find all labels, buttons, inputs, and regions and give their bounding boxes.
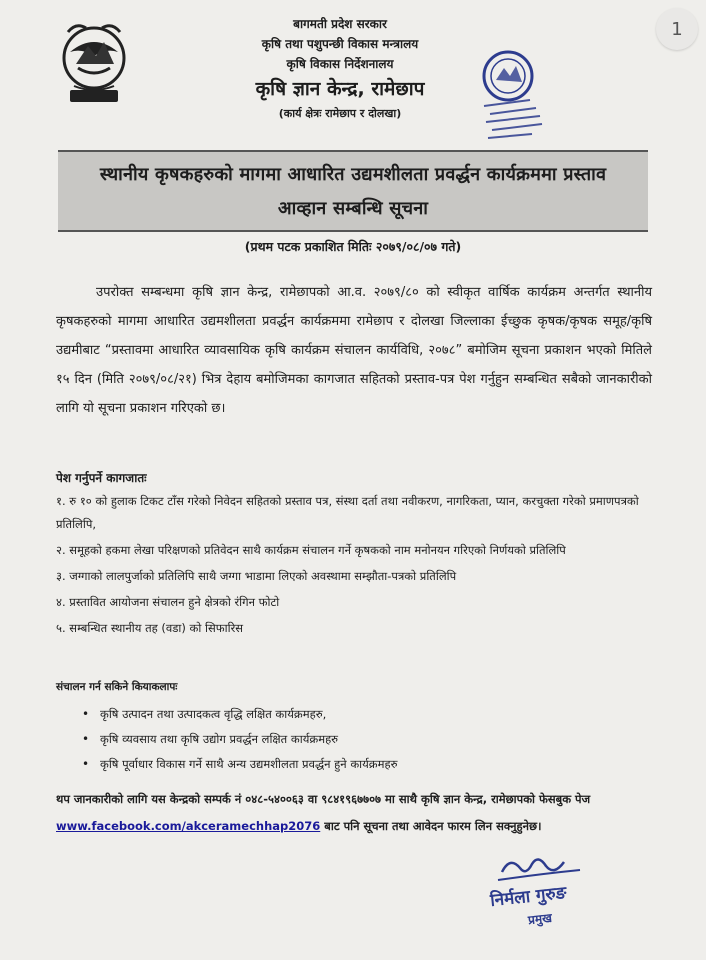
activity-item — [82, 702, 398, 727]
page-indicator: 1 — [656, 8, 698, 50]
contact-text: थप जानकारीको लागि यस केन्द्रको सम्पर्क नं ०४८-५४००६३ वा ९८४१९६७७०७ मा साथै कृषि ज्ञान केन्द्र, रामेछापको फेसबुक पेज — [56, 792, 591, 806]
work-area: (कार्य क्षेत्रः रामेछाप र दोलखा) — [278, 107, 402, 120]
government-name: बागमती प्रदेश सरकार — [293, 17, 387, 31]
directorate-name: कृषि विकास निर्देशनालय — [286, 57, 394, 71]
activity-text: कृषि व्यवसाय तथा कृषि उद्योग प्रवर्द्धन लक्षित कार्यक्रमहरु — [100, 732, 339, 746]
signatory-role: प्रमुख — [527, 910, 553, 928]
document-item: ३. जग्गाको लालपुर्जाको प्रतिलिपि साथै जग्गा भाडामा लिएको अवस्थामा सम्झौता-पत्रको प्रतिलिपि — [56, 569, 457, 583]
letterhead — [190, 14, 490, 124]
activities-list — [82, 702, 398, 777]
activity-item — [82, 752, 398, 777]
bullet-icon: • — [82, 757, 90, 771]
contact-text-end: बाट पनि सूचना तथा आवेदन फारम लिन सक्नुहुनेछ। — [324, 819, 542, 833]
notice-title-band — [58, 150, 648, 232]
document-item: ४. प्रस्तावित आयोजना संचालन हुने क्षेत्रको रंगिन फोटो — [56, 595, 280, 609]
facebook-page-link[interactable]: www.facebook.com/akceramechhap2076 — [56, 819, 321, 833]
document-item: ५. सम्बन्धित स्थानीय तह (वडा) को सिफारिस — [56, 621, 244, 635]
documents-heading: पेश गर्नुपर्ने कागजातः — [56, 471, 147, 485]
office-seal-icon — [470, 42, 570, 142]
bullet-icon: • — [82, 732, 90, 746]
nepal-emblem-icon — [56, 12, 132, 112]
signatory-name: निर्मला गुरुङ — [489, 883, 568, 911]
document-item: २. समूहको हकमा लेखा परिक्षणको प्रतिवेदन साथै कार्यक्रम संचालन गर्ने कृषकको नाम मनोनयन गरिएको निर्णयको प्रतिलिपि — [56, 543, 566, 557]
notice-title-line-2: आव्हान सम्बन्धि सूचना — [277, 198, 429, 219]
notice-body-paragraph: उपरोक्त सम्बन्धमा कृषि ज्ञान केन्द्र, रामेछापको आ.व. २०७९/८० को स्वीकृत वार्षिक कार्यक्रम अन्तर्गत स्थानीय कृषकहरुको मागमा आधारित उद्यमशीलता प्रवर्द्धन कार्यक्रममा रामेछाप र दोलखा जिल्लाका ईच्छुक कृषक/कृषक समूह/कृषि उद्यमीबाट “प्रस्तावमा आधारित व्यावसायिक कृषि कार्यक्रम संचालन कार्यविधि, २०७८” बमोजिम सूचना प्रकाशन भएको मितिले १५ दिन (मिति २०७९/०८/२१) भित्र देहाय बमोजिमका कागजात सहितको प्रस्ताव-पत्र पेश गर्नुहुन सम्बन्धित सबैको जानकारीको लागि यो सूचना प्रकाशन गरिएको छ। — [56, 285, 652, 416]
contact-paragraph — [56, 786, 656, 840]
publish-date: (प्रथम पटक प्रकाशित मितिः २०७९/०८/०७ गते) — [244, 239, 462, 254]
bullet-icon: • — [82, 707, 90, 721]
activity-text: कृषि उत्पादन तथा उत्पादकत्व वृद्धि लक्षित कार्यक्रमहरु, — [100, 707, 327, 721]
documents-list — [56, 490, 656, 643]
activities-heading: संचालन गर्न सकिने कियाकलापः — [56, 681, 178, 693]
document-item: १. रु १० को हुलाक टिकट टाँस गरेको निवेदन सहितको प्रस्ताव पत्र, संस्था दर्ता तथा नवीकरण, नागरिकता, प्यान, करचुक्ता गरेको प्रमाणपत्रको प्रतिलिपि, — [56, 494, 639, 531]
activity-text: कृषि पूर्वाधार विकास गर्ने साथै अन्य उद्यमशीलता प्रवर्द्धन हुने कार्यक्रमहरु — [100, 757, 398, 771]
notice-title-line-1: स्थानीय कृषकहरुको मागमा आधारित उद्यमशीलता प्रवर्द्धन कार्यक्रममा प्रस्ताव — [99, 164, 607, 185]
activity-item — [82, 727, 398, 752]
office-name: कृषि ज्ञान केन्द्र, रामेछाप — [255, 78, 425, 100]
ministry-name: कृषि तथा पशुपन्छी विकास मन्त्रालय — [261, 37, 419, 51]
